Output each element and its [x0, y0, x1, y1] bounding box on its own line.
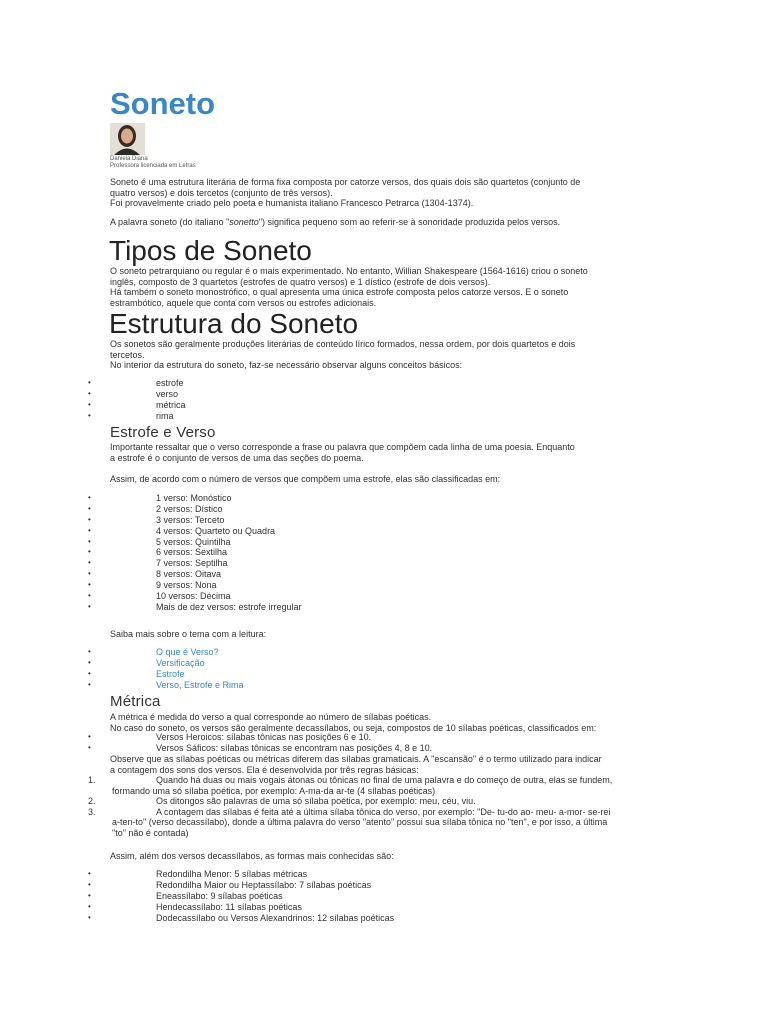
bullet-icon: • [88, 869, 91, 878]
concept-label: estrofe [156, 378, 184, 388]
estrutura-line: No interior da estrutura do soneto, faz-se necessário observar alguns conceitos básicos: [110, 360, 463, 371]
verse-form: Dodecassílabo ou Versos Alexandrinos: 12 sílabas poéticas [156, 912, 395, 923]
estrofe-line: Importante ressaltar que o verso corresponde a frase ou palavra que compõem cada linha de uma poesia. Enquanto [110, 442, 575, 452]
metrica-line: A métrica é medida do verso a qual corresponde ao número de sílabas poéticas. [110, 712, 432, 722]
strophe-type: 4 versos: Quarteto ou Quadra [156, 525, 276, 536]
metrica-paragraph [110, 712, 596, 733]
bullet-icon: • [88, 601, 91, 611]
bullet-icon: • [88, 378, 91, 387]
list-item [88, 525, 302, 537]
observation-line: a contagem dos sons dos versos. Ela é desenvolvida por três regras básicas: [110, 764, 419, 775]
bullet-icon: • [88, 657, 91, 667]
bullet-icon: • [88, 503, 91, 513]
strophe-type: 3 versos: Terceto [156, 514, 225, 525]
bullet-icon: • [88, 558, 91, 568]
etymology-text: A palavra soneto (do italiano " [110, 217, 230, 227]
strophe-type: 1 verso: Monóstico [156, 493, 232, 503]
bullet-icon: • [88, 890, 91, 900]
list-item [88, 580, 302, 591]
bullet-icon: • [88, 879, 91, 889]
link-o-que-e-verso[interactable]: O que é Verso? [156, 647, 219, 657]
concept-label: métrica [156, 399, 186, 410]
bullet-icon: • [88, 388, 91, 398]
list-item [88, 879, 394, 891]
estrutura-line: tercetos. [110, 349, 145, 360]
estrofe-line: a estrofe é o conjunto de versos de uma das seções do poema. [110, 452, 364, 463]
strophe-type: 5 versos: Quintilha [156, 536, 231, 547]
list-item [88, 399, 186, 411]
rule-item [88, 775, 658, 796]
bullet-icon: • [88, 580, 91, 590]
list-item [88, 410, 186, 422]
rule-line: a-ten-to" (verso decassílabo), donde a última palavra do verso "atento" possui sua sílaba tônica no "ten", e por isso, a última [112, 817, 608, 828]
list-item [88, 601, 302, 613]
observation-paragraph [110, 754, 655, 775]
rule-item [88, 796, 658, 807]
observation-line: Observe que as sílabas poéticas ou métricas diferem das sílabas gramaticais. A "escansão" é o termo utilizado para indicar [110, 754, 602, 764]
strophe-type: 8 versos: Oitava [156, 569, 222, 580]
bullet-icon: • [88, 514, 91, 524]
read-more-text: Saiba mais sobre o tema com a leitura: [110, 629, 267, 639]
list-item [88, 647, 244, 658]
author-info [110, 156, 196, 170]
list-item [88, 679, 244, 691]
bullet-icon: • [88, 569, 91, 579]
decassilabos-list [88, 732, 433, 754]
link-estrofe[interactable]: Estrofe [156, 668, 185, 679]
section-heading-estrutura: Estrutura do Soneto [109, 308, 359, 339]
section-heading-metrica: Métrica [110, 693, 161, 710]
list-item [88, 591, 302, 602]
link-verso-estrofe-rima[interactable]: Verso, Estrofe e Rima [156, 679, 244, 690]
rule-line: Quando há duas ou mais vogais átonas ou tônicas no final de uma palavra e do começo de outra, elas se fundem, [156, 775, 613, 785]
bullet-icon: • [88, 591, 91, 601]
strophe-types-list [88, 493, 302, 613]
forms-intro: Assim, além dos versos decassílabos, as formas mais conhecidas são: [110, 851, 394, 861]
list-item [88, 558, 302, 569]
bullet-icon: • [88, 912, 91, 922]
related-links-list [88, 647, 244, 691]
tipos-line: Há também o soneto monostrófico, o qual apresenta uma única estrofe composta pelos catorze versos. E o soneto [110, 287, 569, 298]
etymology-paragraph [110, 217, 560, 228]
verse-form: Redondilha Menor: 5 sílabas métricas [156, 869, 308, 879]
estrutura-paragraph [110, 339, 575, 371]
bullet-icon: • [88, 399, 91, 409]
bullet-icon: • [88, 668, 91, 678]
list-item [88, 493, 302, 504]
list-item [88, 569, 302, 580]
list-item [88, 742, 433, 754]
list-item [88, 890, 394, 902]
verse-forms-list [88, 869, 395, 923]
rule-line: "to" não é contada) [112, 827, 189, 838]
intro-line: Foi provavelmente criado pelo poeta e humanista italiano Francesco Petrarca (1304-1374). [110, 198, 474, 209]
rule-item [88, 807, 658, 839]
rules-list [88, 775, 658, 839]
strophe-type: 6 versos: Sextilha [156, 547, 228, 558]
bullet-icon: • [88, 410, 91, 420]
list-item [88, 732, 432, 743]
section-heading-estrofe: Estrofe e Verso [110, 424, 216, 441]
bullet-icon: • [88, 536, 91, 546]
concepts-list [88, 378, 186, 422]
author-photo-icon [110, 123, 145, 155]
verse-form: Eneassílabo: 9 sílabas poéticas [156, 890, 283, 901]
verse-form: Redondilha Maior ou Heptassílabo: 7 sílabas poéticas [156, 879, 372, 890]
tipos-line: inglês, composto de 3 quartetos (estrofes de quatro versos) e 1 dístico (estrofe de dois versos). [110, 276, 491, 287]
tipos-line: estrambótico, aquele que conta com versos ou estrofes adicionais. [110, 297, 377, 308]
bullet-icon: • [88, 732, 91, 741]
author-role: Professora licenciada em Letras [110, 163, 196, 169]
section-heading-tipos: Tipos de Soneto [109, 235, 312, 266]
etymology-text: ") significa pequeno som ao referir-se à sonoridade produzida pelos versos. [258, 217, 561, 227]
list-item [88, 503, 302, 515]
intro-paragraph [110, 177, 580, 209]
intro-line: quatro versos) e dois tercetos (conjunto de três versos). [110, 187, 333, 198]
author-avatar [110, 123, 145, 155]
bullet-icon: • [88, 525, 91, 535]
verse-type: Versos Heroicos: sílabas tônicas nas posições 6 e 10. [156, 732, 372, 742]
rule-line: A contagem das sílabas é feita até a última sílaba tônica do verso, por exemplo: "De- tu-do ao- meu- a-mor- se-rei [156, 806, 611, 817]
verse-form: Hendecassílabo: 11 sílabas poéticas [156, 901, 302, 912]
metrica-line: No caso do soneto, os versos são geralmente decassílabos, ou seja, compostos de 10 sílabas poéticas, classificados em: [110, 722, 597, 733]
list-item [88, 547, 302, 558]
bullet-icon: • [88, 647, 91, 656]
strophe-type: 2 versos: Dístico [156, 503, 223, 514]
rule-line: formando uma só sílaba poética, por exemplo: A-ma-da ar-te (4 sílabas poéticas) [112, 785, 436, 796]
estrofe-paragraph [110, 442, 575, 463]
list-item [88, 668, 244, 680]
rule-number: 3. [88, 806, 96, 817]
rule-line: Os ditongos são palavras de uma só sílaba poética, por exemplo: meu, céu, viu. [156, 796, 476, 807]
verse-type: Versos Sáficos: sílabas tônicas se encontram nas posições 4, 8 e 10. [156, 742, 433, 753]
bullet-icon: • [88, 547, 91, 557]
rule-number: 2. [88, 796, 96, 807]
strophe-type: 9 versos: Nona [156, 580, 217, 591]
bullet-icon: • [88, 679, 91, 689]
list-item [88, 869, 394, 880]
estrutura-line: Os sonetos são geralmente produções literárias de conteúdo lírico formados, nessa ordem, por dois quartetos e dois [110, 339, 576, 349]
list-item [88, 514, 302, 526]
list-item [88, 657, 244, 669]
etymology-term: sonetto [229, 217, 259, 227]
bullet-icon: • [88, 901, 91, 911]
bullet-icon: • [88, 742, 91, 752]
concept-label: rima [156, 410, 174, 421]
list-item [88, 912, 395, 924]
strophe-type: 10 versos: Décima [156, 591, 231, 602]
bullet-icon: • [88, 493, 91, 502]
strophe-type: Mais de dez versos: estrofe irregular [156, 601, 302, 612]
tipos-line: O soneto petrarquiano ou regular é o mais experimentado. No entanto, Willian Shakespeare (1564-1616) criou o soneto [110, 266, 588, 276]
list-item [88, 536, 302, 548]
list-item [88, 388, 186, 400]
link-versificacao[interactable]: Versificação [156, 657, 205, 668]
classify-paragraph: Assim, de acordo com o número de versos que compõem uma estrofe, elas são classificadas em: [110, 474, 501, 484]
intro-line: Soneto é uma estrutura literária de forma fixa composta por catorze versos, dos quais dois são quartetos (conjunto de [110, 177, 581, 187]
author-name: Daniela Diana [110, 156, 148, 162]
strophe-type: 7 versos: Septilha [156, 558, 228, 569]
list-item [88, 378, 186, 389]
page-title: Soneto [110, 86, 216, 121]
concept-label: verso [156, 388, 179, 399]
rule-number: 1. [88, 775, 96, 785]
tipos-paragraph [110, 266, 588, 308]
list-item [88, 901, 394, 913]
